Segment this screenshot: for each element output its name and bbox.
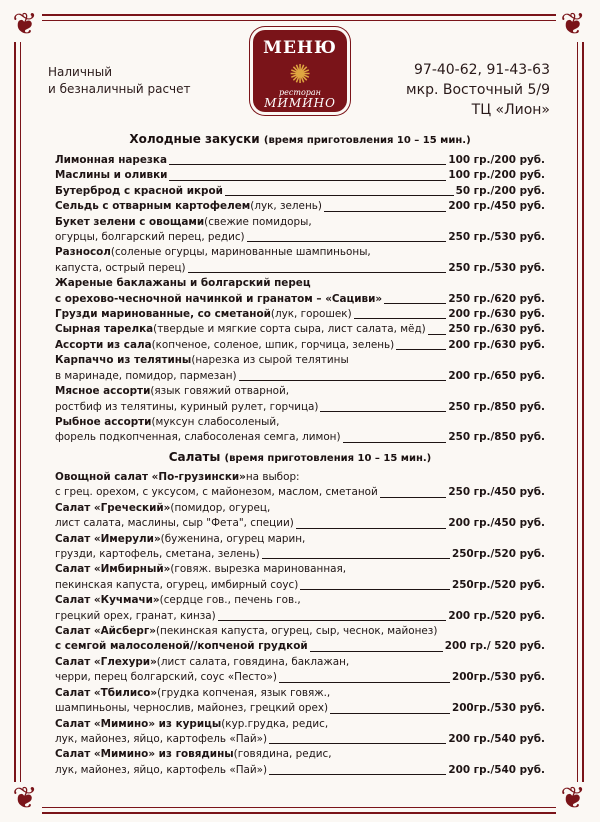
leader-line <box>269 743 446 744</box>
menu-item <box>55 670 545 685</box>
leader-line <box>320 411 446 412</box>
dish-description: грецкий орех, гранат, кинза) <box>55 609 216 622</box>
dish-description: черри, перец болгарский, соус «Песто») <box>55 671 277 684</box>
dish-price: 200 гр./650 руб. <box>448 369 545 382</box>
leader-line <box>343 442 447 443</box>
dish-name: Салат «Мимино» из говядины <box>55 748 234 761</box>
dish-name: Сельдь с отварным картофелем <box>55 200 251 213</box>
dish-description: (язык говяжий отварной, <box>150 385 290 398</box>
dish-description: (муксун слабосоленый, <box>151 415 280 428</box>
dish-name: Жареные баклажаны и болгарский перец <box>55 277 311 290</box>
dish-price: 100 гр./200 руб. <box>448 169 545 182</box>
dish-description: шампиньоны, чернослив, майонез, грецкий орех) <box>55 702 329 715</box>
section-title-salads <box>40 450 560 464</box>
dish-name: Салат «Мимино» из курицы <box>55 717 222 730</box>
dish-name: Бутерброд с красной икрой <box>55 184 223 197</box>
dish-name: Ассорти из сала <box>55 338 152 351</box>
menu-item <box>55 655 545 670</box>
dish-description: (лук, зелень) <box>250 200 322 213</box>
menu-item <box>55 307 545 322</box>
cold-appetizers-list <box>55 153 545 446</box>
menu-item <box>55 199 545 214</box>
dish-description: с грец. орехом, с уксусом, с майонезом, маслом, сметаной <box>55 486 378 499</box>
leader-line <box>384 303 446 304</box>
section-note: (время приготовления 10 – 15 мин.) <box>263 135 471 146</box>
menu-item <box>55 732 545 747</box>
dish-price: 200 гр./630 руб. <box>448 308 545 321</box>
menu-item <box>55 763 545 778</box>
dish-name: Разносол <box>55 246 111 259</box>
phone-numbers: 97-40-62, 91-43-63 <box>414 62 550 78</box>
dish-description: форель подкопченная, слабосоленая семга, лимон) <box>55 431 341 444</box>
dish-price: 200гр./530 руб. <box>451 671 545 684</box>
dish-price: 250 гр./530 руб. <box>448 231 545 244</box>
menu-item <box>55 153 545 168</box>
dish-description: (соленые огурцы, маринованные шампиньоны, <box>110 246 371 259</box>
dish-price: 250 гр./850 руб. <box>448 400 545 413</box>
logo-subtitle: ресторан <box>279 88 321 97</box>
dish-description: (буженина, огурец марин, <box>160 532 306 545</box>
leader-line <box>239 380 447 381</box>
dish-price: 250гр./520 руб. <box>451 578 545 591</box>
payment-info <box>48 64 228 98</box>
dish-price: 250 гр./630 руб. <box>448 323 545 336</box>
dish-description: грузди, картофель, сметана, зелень) <box>55 548 260 561</box>
leader-line <box>324 211 446 212</box>
dish-name: Грузди маринованные, со сметаной <box>55 308 271 321</box>
dish-name: Рыбное ассорти <box>55 415 152 428</box>
dish-description: в маринаде, помидор, пармезан) <box>55 369 237 382</box>
ornament-corner-icon: ❦ <box>8 8 42 42</box>
menu-item <box>55 532 545 547</box>
dish-description: (лист салата, говядина, баклажан, <box>156 655 350 668</box>
dish-name: Мясное ассорти <box>55 385 151 398</box>
dish-price: 200 гр./540 руб. <box>448 732 545 745</box>
dish-name: с орехово-чесночной начинкой и гранатом – «Сациви» <box>55 292 383 305</box>
dish-description: (говяж. вырезка маринованная, <box>170 563 347 576</box>
menu-item <box>55 624 545 639</box>
menu-item <box>55 609 545 624</box>
menu-item <box>55 322 545 337</box>
dish-description: (говядина, редис, <box>233 748 332 761</box>
menu-item <box>55 230 545 245</box>
menu-item <box>55 593 545 608</box>
menu-item <box>55 578 545 593</box>
dish-price: 200 гр./450 руб. <box>448 200 545 213</box>
logo-title: МЕНЮ <box>263 38 337 58</box>
dish-price: 200 гр./450 руб. <box>448 517 545 530</box>
dish-description: лук, майонез, яйцо, картофель «Пай») <box>55 732 268 745</box>
address: мкр. Восточный 5/9 <box>406 82 550 98</box>
dish-name: Салат «Имбирный» <box>55 563 171 576</box>
menu-item <box>55 562 545 577</box>
dish-description: ростбиф из телятины, куриный рулет, горчица) <box>55 400 319 413</box>
dish-name: Букет зелени с овощами <box>55 215 205 228</box>
dish-name: Салат «Кучмачи» <box>55 594 160 607</box>
dish-description: (лук, горошек) <box>270 308 352 321</box>
dish-price: 200 гр./630 руб. <box>448 338 545 351</box>
menu-item <box>55 168 545 183</box>
payment-line: и безналичный расчет <box>48 82 191 96</box>
dish-price: 250 гр./620 руб. <box>448 292 545 305</box>
dish-price: 50 гр./200 руб. <box>455 184 545 197</box>
leader-line <box>380 497 447 498</box>
leader-line <box>169 180 446 181</box>
dish-price: 250гр./520 руб. <box>451 548 545 561</box>
section-note: (время приготовления 10 – 15 мин.) <box>224 453 432 464</box>
logo-name: МИМИНО <box>264 96 336 110</box>
dish-price: 200 гр./520 руб. <box>448 609 545 622</box>
dish-price: 100 гр./200 руб. <box>448 154 545 166</box>
dish-description: (помидор, огурец, <box>170 501 271 514</box>
dish-description: (твердые и мягкие сорта сыра, лист салата, мёд) <box>153 323 426 336</box>
payment-line: Наличный <box>48 65 113 79</box>
dish-description: огурцы, болгарский перец, редис) <box>55 231 245 244</box>
menu-item <box>55 353 545 368</box>
section-title-cold-appetizers <box>40 132 560 146</box>
menu-item <box>55 338 545 353</box>
menu-item <box>55 276 545 291</box>
leader-line <box>262 558 450 559</box>
dish-price: 250 гр./530 руб. <box>448 261 545 274</box>
menu-item <box>55 430 545 445</box>
contact-info <box>370 60 550 120</box>
dish-price: 200гр./530 руб. <box>451 702 545 715</box>
dish-description: лук, майонез, яйцо, картофель «Пай») <box>55 763 268 776</box>
menu-item <box>55 384 545 399</box>
dish-description: (копченое, соленое, шпик, горчица, зелень) <box>151 338 395 351</box>
dish-price: 200 гр./ 520 руб. <box>444 640 545 653</box>
dish-description: (грудка копченая, язык говяж., <box>157 686 331 699</box>
dish-description: (пекинская капуста, огурец, сыр, чеснок, майонез) <box>155 625 438 638</box>
leader-line <box>428 334 447 335</box>
menu-item <box>55 501 545 516</box>
dish-price: 250 гр./450 руб. <box>448 486 545 499</box>
ornament-corner-icon: ❦ <box>8 782 42 816</box>
dish-name: Сырная тарелка <box>55 323 154 336</box>
leader-line <box>188 272 447 273</box>
leader-line <box>279 682 450 683</box>
dish-price: 250 гр./850 руб. <box>448 431 545 444</box>
dish-description: (сердце гов., печень гов., <box>159 594 301 607</box>
section-title-text: Холодные закуски <box>129 132 260 146</box>
dish-name: Салат «Айсберг» <box>55 625 156 638</box>
dish-description: (кур.грудка, редис, <box>221 717 329 730</box>
menu-item <box>55 747 545 762</box>
dish-name: Овощной салат «По-грузински» <box>55 471 246 483</box>
menu-item <box>55 369 545 384</box>
mall-name: ТЦ «Лион» <box>471 102 550 118</box>
menu-item <box>55 485 545 500</box>
leader-line <box>225 195 454 196</box>
menu-item <box>55 701 545 716</box>
leader-line <box>300 589 450 590</box>
dish-name: Лимонная нарезка <box>55 154 167 166</box>
menu-item <box>55 184 545 199</box>
dish-description: лист салата, маслины, сыр "Фета", специи) <box>55 517 294 530</box>
menu-item <box>55 547 545 562</box>
menu-item <box>55 215 545 230</box>
dish-name: Маслины и оливки <box>55 169 168 182</box>
menu-item <box>55 415 545 430</box>
dish-description: (нарезка из сырой телятины <box>191 354 349 367</box>
salads-list <box>55 470 545 778</box>
dish-name: Карпаччо из телятины <box>55 354 192 367</box>
dish-name: Салат «Тбилисо» <box>55 686 158 699</box>
leader-line <box>330 713 450 714</box>
leader-line <box>354 318 447 319</box>
dish-description: (свежие помидоры, <box>204 215 312 228</box>
dish-name: Салат «Имерули» <box>55 532 161 545</box>
menu-item <box>55 400 545 415</box>
dish-name: Салат «Греческий» <box>55 501 171 514</box>
ornament-corner-icon: ❦ <box>556 8 590 42</box>
leader-line <box>310 651 443 652</box>
leader-line <box>396 349 446 350</box>
dish-description: пекинская капуста, огурец, имбирный соус) <box>55 578 299 591</box>
menu-item <box>55 686 545 701</box>
menu-item <box>55 245 545 260</box>
chef-mustache-icon: ✺ <box>289 60 311 90</box>
menu-item <box>55 516 545 531</box>
restaurant-logo <box>253 30 347 112</box>
menu-item <box>55 292 545 307</box>
dish-price: 200 гр./540 руб. <box>448 763 545 776</box>
leader-line <box>296 528 447 529</box>
leader-line <box>218 620 447 621</box>
menu-item <box>55 639 545 654</box>
dish-name: Салат «Глехури» <box>55 655 157 668</box>
menu-item <box>55 470 545 485</box>
ornament-corner-icon: ❦ <box>556 782 590 816</box>
leader-line <box>169 164 446 165</box>
menu-item <box>55 261 545 276</box>
dish-name: с семгой малосоленой//копченой грудкой <box>55 640 308 653</box>
leader-line <box>269 774 446 775</box>
leader-line <box>247 241 447 242</box>
dish-description: капуста, острый перец) <box>55 261 186 274</box>
section-title-text: Салаты <box>168 450 221 464</box>
dish-description: на выбор: <box>245 471 300 483</box>
menu-item <box>55 717 545 732</box>
